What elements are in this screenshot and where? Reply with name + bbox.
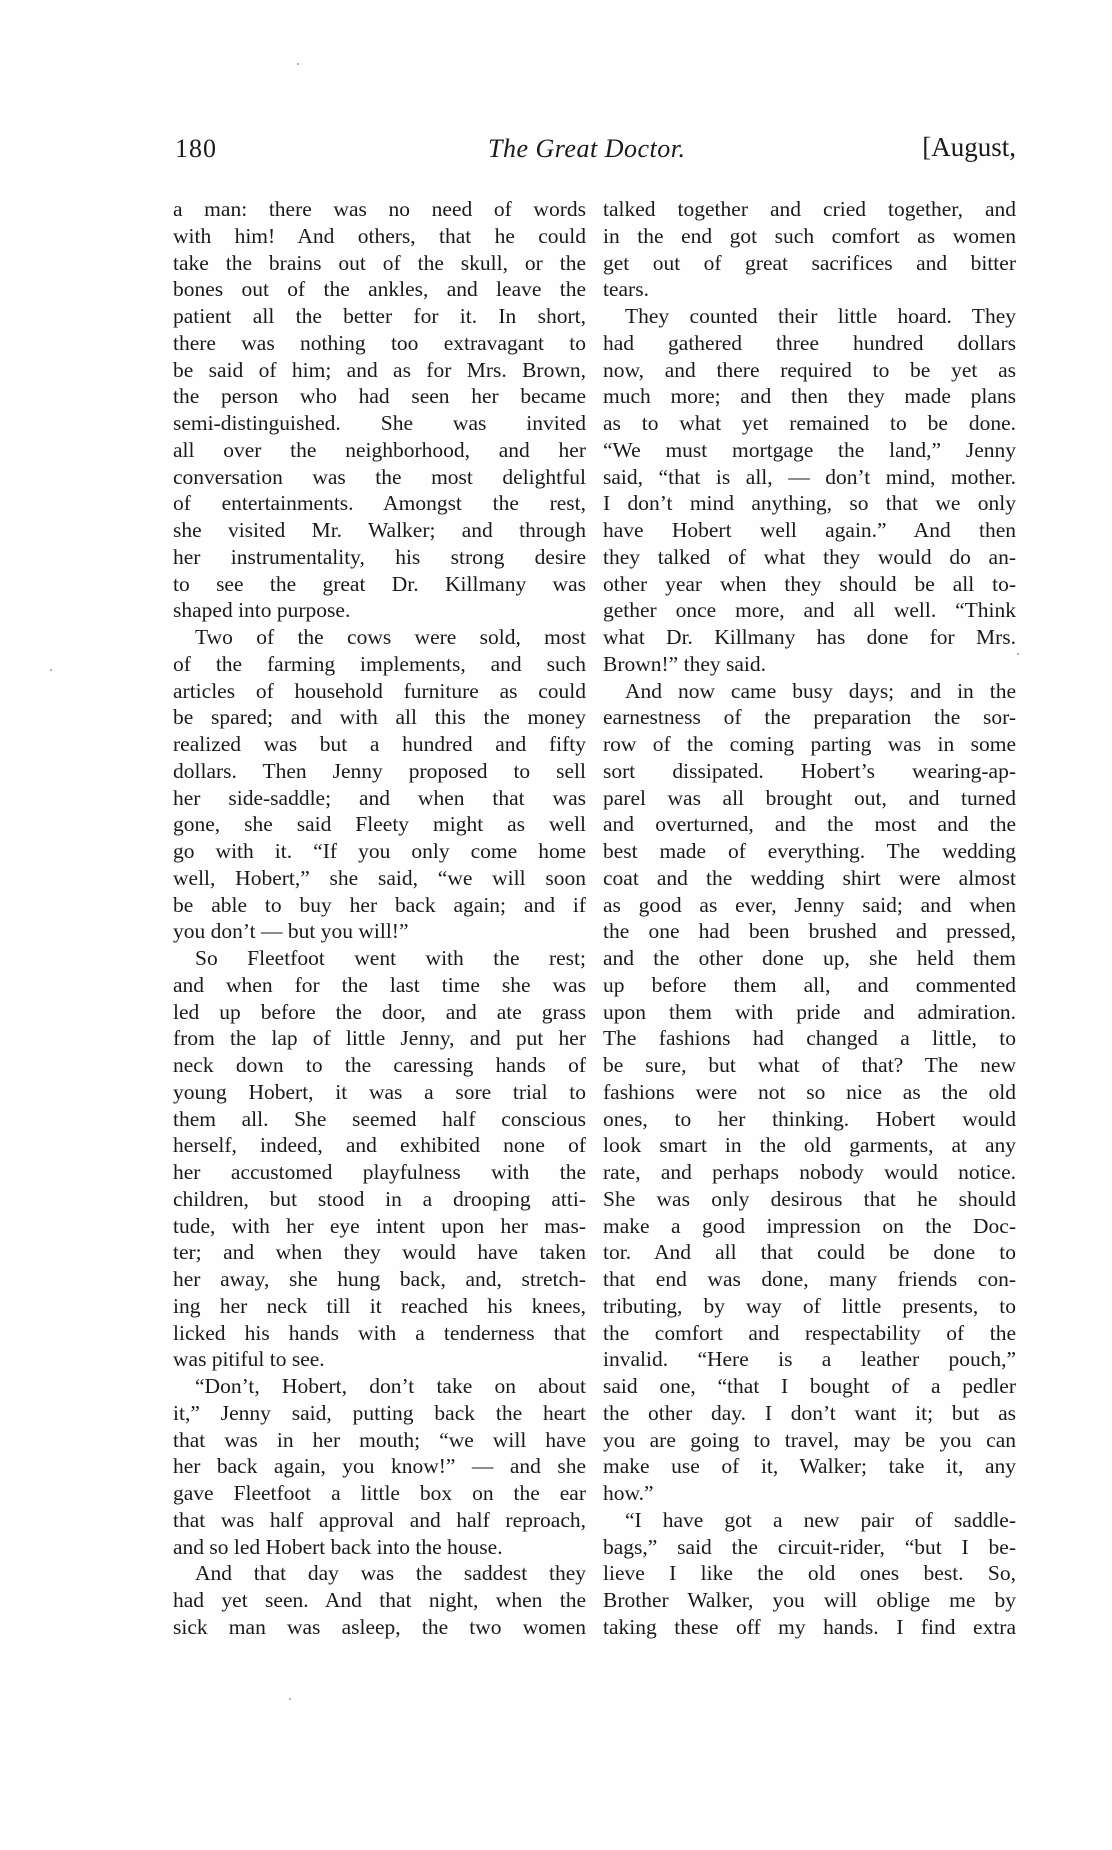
left-column-line: realized was but a hundred and fifty (173, 732, 586, 756)
right-column-line: had gathered three hundred dollars (603, 330, 1016, 355)
left-column-line: sick man was asleep, the two women (173, 1614, 586, 1639)
left-column-line: her side-saddle; and when that was (173, 785, 586, 810)
right-column-line: sort dissipated. Hobert’s wearing-ap- (603, 758, 1016, 783)
right-column-line: make use of it, Walker; take it, any (603, 1454, 1016, 1479)
right-column-line: now, and there required to be yet as (603, 357, 1016, 382)
right-column-line: “I have got a new pair of saddle- (625, 1507, 1016, 1532)
right-column-line: taking these off my hands. I find extra (603, 1614, 1016, 1639)
scan-speck (297, 63, 299, 65)
left-column-line: a man: there was no need of words (173, 197, 586, 221)
left-column-line: ter; and when they would have taken (173, 1240, 586, 1265)
right-column-line: She was only desirous that he should (603, 1186, 1016, 1211)
right-column-line: and overturned, and the most and the (603, 812, 1016, 837)
right-column-line: they talked of what they would do an- (603, 544, 1016, 569)
right-column-line: tor. And all that could be done to (603, 1240, 1016, 1265)
running-title: The Great Doctor. (488, 134, 686, 163)
right-column-line: rate, and perhaps nobody would notice. (603, 1160, 1016, 1184)
right-column-line: in the end got such comfort as women (603, 223, 1016, 248)
left-column-line: “Don’t, Hobert, don’t take on about (195, 1374, 586, 1398)
scan-speck (50, 669, 52, 671)
left-column-line: from the lap of little Jenny, and put her (173, 1026, 586, 1051)
right-column-line: earnestness of the preparation the sor- (603, 705, 1016, 730)
right-column-line: that end was done, many friends con- (603, 1267, 1016, 1291)
right-column-line: They counted their little hoard. They (625, 304, 1016, 328)
left-column-line: of the farming implements, and such (173, 651, 586, 676)
right-column-line: The fashions had changed a little, to (603, 1026, 1016, 1051)
left-column-line: was pitiful to see. (173, 1347, 325, 1372)
page-number: 180 (175, 134, 217, 163)
right-column-line: I don’t mind anything, so that we only (603, 491, 1016, 516)
left-column-line: her instrumentality, his strong desire (173, 544, 586, 569)
left-column-line: neck down to the caressing hands of (173, 1053, 586, 1077)
left-column-line: And that day was the saddest they (195, 1561, 586, 1586)
left-column-line: her away, she hung back, and, stretch- (173, 1267, 586, 1291)
left-column-line: that was half approval and half reproach, (173, 1507, 586, 1532)
left-column-line: be able to buy her back again; and if (173, 892, 586, 917)
right-column-line: “We must mortgage the land,” Jenny (603, 437, 1016, 462)
right-column-line: be sure, but what of that? The new (603, 1053, 1016, 1077)
right-column-line: tributing, by way of little presents, to (603, 1293, 1016, 1318)
right-column-line: lieve I like the old ones best. So, (603, 1561, 1016, 1586)
left-column-line: Two of the cows were sold, most (195, 625, 586, 649)
left-column-line: bones out of the ankles, and leave the (173, 277, 586, 302)
left-column-line: and when for the last time she was (173, 972, 586, 997)
issue-month: [August, (922, 132, 1016, 162)
right-column-line: Brown!” they said. (603, 651, 767, 676)
left-column-line: go with it. “If you only come home (173, 839, 586, 863)
right-column-line: ones, to her thinking. Hobert would (603, 1106, 1016, 1131)
scan-speck (1017, 653, 1019, 655)
left-column-line: conversation was the most delightful (173, 464, 586, 489)
left-column-line: licked his hands with a tenderness that (173, 1320, 586, 1345)
left-column-line: well, Hobert,” she said, “we will soon (173, 865, 586, 890)
right-column-line: Brother Walker, you will oblige me by (603, 1588, 1016, 1612)
left-column-line: gone, she said Fleety might as well (173, 812, 586, 837)
left-column-line: and so led Hobert back into the house. (173, 1534, 503, 1559)
left-column-line: her accustomed playfulness with the (173, 1160, 586, 1184)
left-column-line: articles of household furniture as could (173, 678, 586, 703)
scan-speck (289, 1698, 291, 1700)
left-column-line: be said of him; and as for Mrs. Brown, (173, 357, 586, 382)
left-column-line: ing her neck till it reached his knees, (173, 1293, 586, 1318)
left-column-line: of entertainments. Amongst the rest, (173, 491, 586, 516)
left-column-line: take the brains out of the skull, or the (173, 250, 586, 275)
right-column (603, 196, 1016, 1641)
left-column-line: all over the neighborhood, and her (173, 437, 586, 462)
right-column-line: other year when they should be all to- (603, 571, 1016, 596)
right-column-line: bags,” said the circuit-rider, “but I be- (603, 1534, 1016, 1559)
left-column-line: it,” Jenny said, putting back the heart (173, 1400, 586, 1425)
right-column-line: and the other done up, she held them (603, 946, 1016, 970)
right-column-line: how.” (603, 1481, 654, 1505)
left-column-line: led up before the door, and ate grass (173, 999, 586, 1024)
left-column-line: had yet seen. And that night, when the (173, 1588, 586, 1612)
left-column-line: So Fleetfoot went with the rest; (195, 946, 586, 970)
right-column-line: much more; and then they made plans (603, 384, 1016, 409)
left-column-line: that was in her mouth; “we will have (173, 1427, 586, 1452)
right-column-line: said, “that is all, — don’t mind, mother. (603, 464, 1016, 489)
right-column-line: as to what yet remained to be done. (603, 411, 1016, 435)
right-column-line: you are going to travel, may be you can (603, 1427, 1016, 1452)
right-column-line: fashions were not so nice as the old (603, 1079, 1016, 1104)
left-column-line: tude, with her eye intent upon her mas- (173, 1213, 586, 1238)
right-column-line: coat and the wedding shirt were almost (603, 865, 1016, 890)
right-column-line: make a good impression on the Doc- (603, 1213, 1016, 1238)
right-column-line: tears. (603, 277, 649, 302)
left-column-line: with him! And others, that he could (173, 223, 586, 248)
left-column-line: herself, indeed, and exhibited none of (173, 1133, 586, 1158)
right-column-line: row of the coming parting was in some (603, 732, 1016, 756)
right-column-line: have Hobert well again.” And then (603, 518, 1016, 542)
left-column-line: to see the great Dr. Killmany was (173, 571, 586, 596)
right-column-line: parel was all brought out, and turned (603, 785, 1016, 810)
right-column-line: talked together and cried together, and (603, 197, 1016, 221)
right-column-line: And now came busy days; and in the (625, 678, 1016, 703)
left-column-line: shaped into purpose. (173, 598, 351, 623)
left-column-line: her back again, you know!” — and she (173, 1454, 586, 1479)
left-column-line: she visited Mr. Walker; and through (173, 518, 586, 542)
left-column-line: gave Fleetfoot a little box on the ear (173, 1481, 586, 1505)
right-column-line: best made of everything. The wedding (603, 839, 1016, 863)
right-column-line: gether once more, and all well. “Think (603, 598, 1016, 623)
left-column-line: be spared; and with all this the money (173, 705, 586, 730)
right-column-line: said one, “that I bought of a pedler (603, 1374, 1016, 1398)
running-head (173, 134, 1016, 166)
right-column-line: invalid. “Here is a leather pouch,” (603, 1347, 1016, 1372)
left-column-line: children, but stood in a drooping atti- (173, 1186, 586, 1211)
left-column-line: the person who had seen her became (173, 384, 586, 409)
left-column-line: there was nothing too extravagant to (173, 330, 586, 355)
right-column-line: what Dr. Killmany has done for Mrs. (603, 625, 1016, 649)
right-column-line: get out of great sacrifices and bitter (603, 250, 1016, 275)
right-column-line: the one had been brushed and pressed, (603, 919, 1016, 944)
left-column-line: semi-distinguished. She was invited (173, 411, 586, 435)
left-column-line: you don’t — but you will!” (173, 919, 409, 944)
left-column-line: young Hobert, it was a sore trial to (173, 1079, 586, 1104)
left-column (173, 196, 586, 1641)
right-column-line: the other day. I don’t want it; but as (603, 1400, 1016, 1425)
right-column-line: up before them all, and commented (603, 972, 1016, 997)
left-column-line: dollars. Then Jenny proposed to sell (173, 758, 586, 783)
left-column-line: patient all the better for it. In short, (173, 304, 586, 328)
right-column-line: look smart in the old garments, at any (603, 1133, 1016, 1158)
right-column-line: the comfort and respectability of the (603, 1320, 1016, 1345)
right-column-line: upon them with pride and admiration. (603, 999, 1016, 1024)
right-column-line: as good as ever, Jenny said; and when (603, 892, 1016, 917)
left-column-line: them all. She seemed half conscious (173, 1106, 586, 1131)
